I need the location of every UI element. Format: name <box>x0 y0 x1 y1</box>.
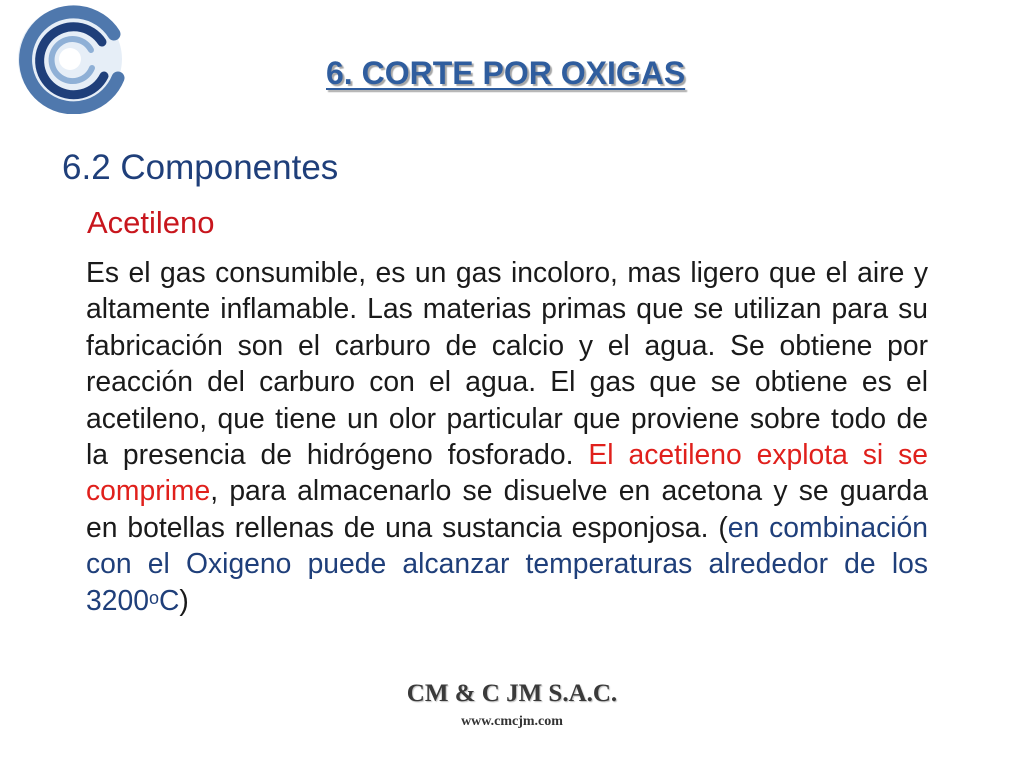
subsection-title: Acetileno <box>87 205 215 240</box>
body-text-main: Es el gas consumible, es un gas incoloro, mas ligero que el aire y altamente inflamable. Las materias primas que se utilizan para su fabricación son el carburo de calcio y el agua. Se obtiene por reacción del carburo con el agua. El gas que se obtiene es el acetileno, que tiene un olor particular que proviene sobre todo de la presencia de hidrógeno fosforado. <box>86 256 928 471</box>
degree-symbol: o <box>148 587 159 608</box>
body-text-storage: , para almacenarlo se disuelve en acetona y se guarda en botellas rellenas de una sustancia esponjosa. ( <box>86 474 928 543</box>
footer-website-link[interactable]: www.cmcjm.com <box>461 714 563 729</box>
closing-parenthesis: ) <box>179 583 189 616</box>
warning-text: El acetileno explota si se comprime <box>86 438 928 507</box>
temperature-note: en combinación con el Oxigeno puede alcanzar temperaturas alrededor de los 3200 <box>86 510 928 616</box>
slide-title: 6. CORTE POR OXIGAS <box>326 55 686 91</box>
company-logo-icon <box>14 4 130 114</box>
footer-company-name: CM & C JM S.A.C. <box>406 680 618 707</box>
temperature-unit: C <box>158 583 180 616</box>
section-title: 6.2 Componentes <box>62 148 339 187</box>
body-paragraph <box>86 254 928 618</box>
